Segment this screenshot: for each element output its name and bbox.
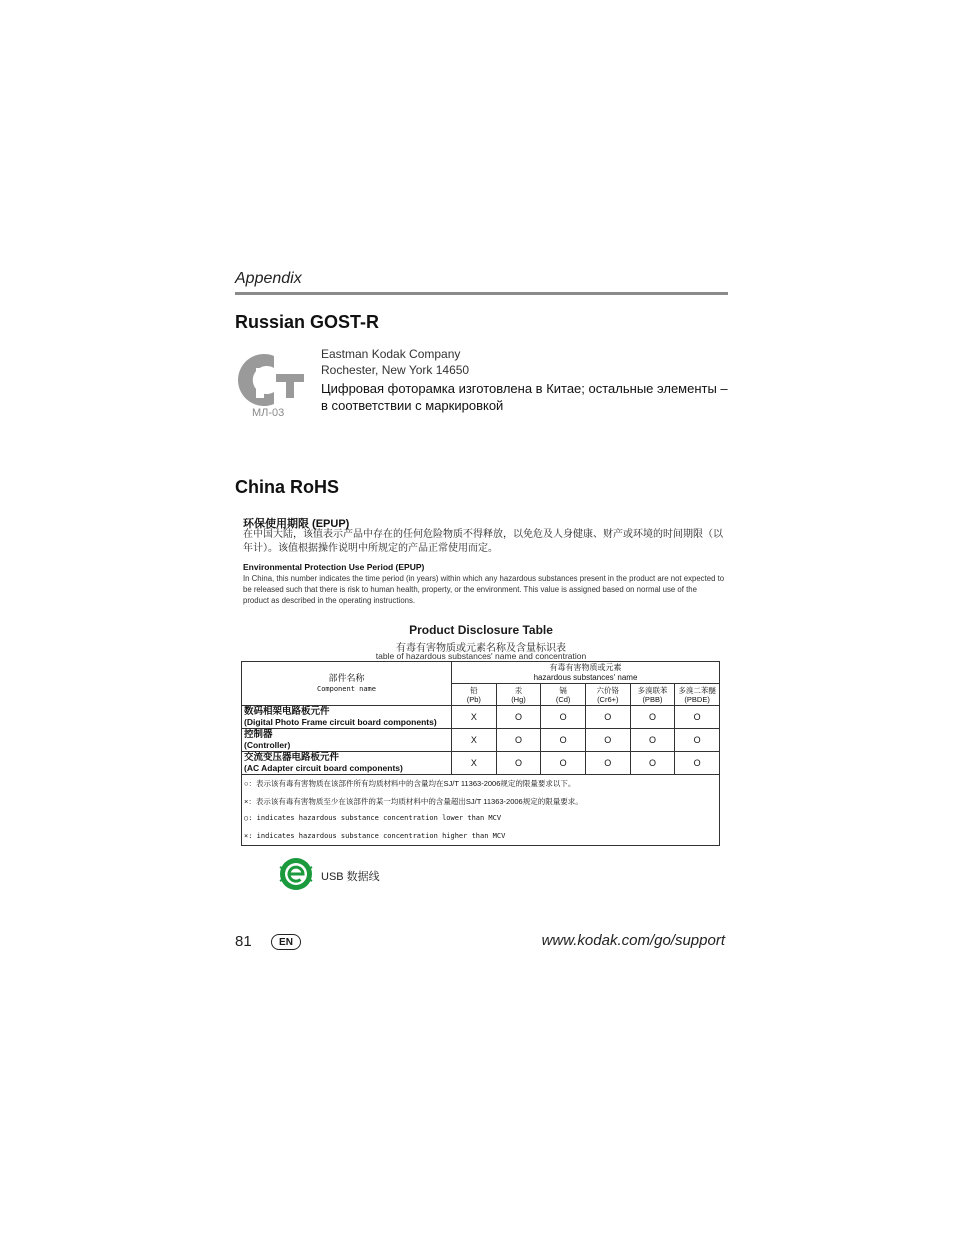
component-zh: 控制器 [244,729,273,740]
language-badge: EN [271,934,301,950]
value-cell: O [496,752,541,775]
col-code: (Pb) [466,694,481,704]
eco-label: USB 数据线 [321,871,380,883]
value-cell: O [675,706,720,729]
gost-logo-code: МЛ-03 [252,407,285,419]
section-label: Appendix [235,270,302,287]
component-zh: 数码相架电路板元件 [244,706,330,717]
value-cell: O [585,729,630,752]
component-header [242,662,452,706]
table-row [242,729,720,752]
col-zh: 汞 [514,685,523,695]
rohs-heading: China RoHS [235,477,340,497]
value-cell: O [541,706,586,729]
col-header-cr6 [585,684,630,706]
component-header-zh: 部件名称 [328,672,365,683]
epup-heading-en: Environmental Protection Use Period (EPUP) [243,562,425,572]
gost-company: Eastman Kodak Company [321,347,461,361]
table-notes [242,775,720,846]
value-cell: O [630,729,675,752]
value-cell: O [675,752,720,775]
col-header-cd [541,684,586,706]
col-zh: 多溴二苯醚 [678,685,716,695]
col-zh: 铅 [470,685,478,695]
note-zh-below: ○：表示该有毒有害物质在该部件所有均质材料中的含量均在SJ/T 11363-2006规定的限量要求以下。 [244,779,576,788]
component-zh: 交流变压器电路板元件 [244,752,340,763]
value-cell: O [541,752,586,775]
col-header-pb [452,684,497,706]
hazard-group-header [452,662,720,684]
col-zh: 六价铬 [596,685,620,695]
gost-logo [236,350,306,422]
epup-heading-zh: 环保使用期限 (EPUP) [243,518,350,530]
value-cell: O [675,729,720,752]
col-code: (Hg) [511,694,526,704]
gost-statement-line2: в соответствии с маркировкой [321,398,504,413]
col-code: (PBB) [642,694,663,704]
value-cell: O [496,729,541,752]
component-cell [242,729,452,752]
value-cell: X [452,729,497,752]
value-cell: O [630,752,675,775]
col-header-pbde [675,684,720,706]
note-en-above: ×: indicates hazardous substance concentration higher than MCV [244,831,506,840]
note-en-below: ○: indicates hazardous substance concentration lower than MCV [244,814,502,822]
table-row [242,706,720,729]
hazard-group-en: hazardous substances' name [533,672,638,682]
disclosure-table-subtitle-zh: 有毒有害物质或元素名称及含量标识表 [396,643,566,654]
component-cell [242,752,452,775]
hazard-group-zh: 有毒有害物质或元素 [549,662,622,672]
table-notes-row [242,775,720,846]
gost-heading: Russian GOST-R [235,312,380,332]
gost-address: Rochester, New York 14650 [321,363,470,377]
col-code: (Cd) [555,694,571,704]
header-rule [235,292,728,295]
component-header-en: Component name [316,684,376,693]
component-cell [242,706,452,729]
value-cell: O [541,729,586,752]
note-zh-above: ×：表示该有毒有害物质至少在该部件的某一均质材料中的含量超出SJ/T 11363-2006规定的限量要求。 [244,796,583,806]
disclosure-table [241,661,720,847]
col-code: (PBDE) [684,694,710,704]
col-header-hg [496,684,541,706]
epup-e-icon [279,857,313,891]
component-en: (Controller) [244,740,291,750]
value-cell: O [630,706,675,729]
table-row [242,752,720,775]
epup-text-zh: 在中国大陆，该值表示产品中存在的任何危险物质不得释放，以免危及人身健康、财产或环境的时间期限（以年计）。该值根据操作说明中所规定的产品正常使用而定。 [243,529,723,554]
epup-text-en: In China, this number indicates the time period (in years) within which any hazardous substances present in the product are not expected to be released such that there is risk to human health, property, or the environment. This value is assigned based on normal use of the product as described in the operating instructions. [243,574,725,605]
value-cell: X [452,706,497,729]
disclosure-table-title: Product Disclosure Table [409,623,553,637]
gost-statement-line1: Цифровая фоторамка изготовлена в Китае; остальные элементы – [321,381,728,396]
col-header-pbb [630,684,675,706]
value-cell: O [496,706,541,729]
component-en: (Digital Photo Frame circuit board components) [244,717,437,727]
value-cell: X [452,752,497,775]
col-zh: 多溴联苯 [637,685,668,695]
gost-statement [321,380,741,414]
page-number: 81 [235,933,252,950]
disclosure-table-subtitle-en: table of hazardous substances' name and concentration [375,651,587,661]
col-code: (Cr6+) [597,694,619,704]
col-zh: 镉 [559,685,567,695]
value-cell: O [585,706,630,729]
support-url[interactable]: www.kodak.com/go/support [541,932,725,949]
value-cell: O [585,752,630,775]
component-en: (AC Adapter circuit board components) [244,763,403,773]
